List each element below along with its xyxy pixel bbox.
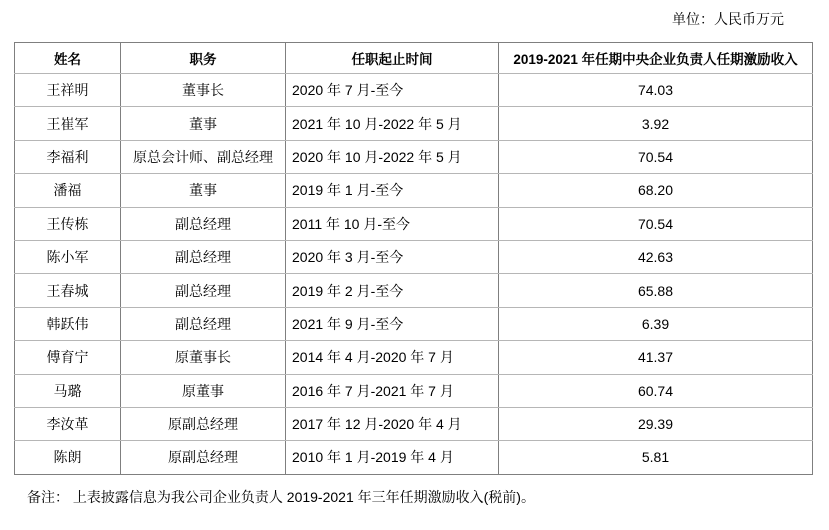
term-cell: 2014 年 4 月-2020 年 7 月 [286,341,499,374]
compensation-table [14,42,813,475]
name-cell: 潘福 [15,174,121,207]
position-cell: 副总经理 [121,207,286,240]
table-row [15,407,813,440]
income-cell: 42.63 [499,240,813,273]
term-cell: 2020 年 7 月-至今 [286,74,499,107]
income-cell: 3.92 [499,107,813,140]
name-cell: 王春城 [15,274,121,307]
income-cell: 41.37 [499,341,813,374]
term-cell: 2021 年 9 月-至今 [286,307,499,340]
name-cell: 傅育宁 [15,341,121,374]
position-cell: 董事长 [121,74,286,107]
table-header-row [15,43,813,74]
position-cell: 原副总经理 [121,441,286,474]
income-cell: 29.39 [499,407,813,440]
name-cell: 李汝革 [15,407,121,440]
income-cell: 70.54 [499,140,813,173]
name-cell: 王传栋 [15,207,121,240]
table-row [15,140,813,173]
name-cell: 陈朗 [15,441,121,474]
table-header-income: 2019-2021 年任期中央企业负责人任期激励收入 [499,43,813,74]
term-cell: 2016 年 7 月-2021 年 7 月 [286,374,499,407]
term-cell: 2010 年 1 月-2019 年 4 月 [286,441,499,474]
position-cell: 董事 [121,107,286,140]
term-cell: 2020 年 3 月-至今 [286,240,499,273]
table-header-name: 姓名 [15,43,121,74]
income-cell: 6.39 [499,307,813,340]
name-cell: 王祥明 [15,74,121,107]
name-cell: 马璐 [15,374,121,407]
table-row [15,207,813,240]
name-cell: 李福利 [15,140,121,173]
name-cell: 韩跃伟 [15,307,121,340]
name-cell: 陈小军 [15,240,121,273]
position-cell: 原董事 [121,374,286,407]
term-cell: 2021 年 10 月-2022 年 5 月 [286,107,499,140]
position-cell: 原副总经理 [121,407,286,440]
income-cell: 65.88 [499,274,813,307]
income-cell: 68.20 [499,174,813,207]
table-row [15,274,813,307]
term-cell: 2019 年 1 月-至今 [286,174,499,207]
table-row [15,74,813,107]
name-cell: 王崔军 [15,107,121,140]
income-cell: 5.81 [499,441,813,474]
term-cell: 2020 年 10 月-2022 年 5 月 [286,140,499,173]
table-header-term: 任职起止时间 [286,43,499,74]
income-cell: 74.03 [499,74,813,107]
table-row [15,374,813,407]
table-row [15,240,813,273]
position-cell: 副总经理 [121,274,286,307]
position-cell: 董事 [121,174,286,207]
unit-label: 单位：人民币万元 [672,11,784,27]
position-cell: 原总会计师、副总经理 [121,140,286,173]
income-cell: 70.54 [499,207,813,240]
term-cell: 2017 年 12 月-2020 年 4 月 [286,407,499,440]
table-row [15,341,813,374]
table-header-position: 职务 [121,43,286,74]
income-cell: 60.74 [499,374,813,407]
term-cell: 2019 年 2 月-至今 [286,274,499,307]
position-cell: 副总经理 [121,240,286,273]
table-row [15,307,813,340]
footnote: 备注： 上表披露信息为我公司企业负责人 2019-2021 年三年任期激励收入(税前)。 [27,489,535,505]
table-row [15,441,813,474]
position-cell: 原董事长 [121,341,286,374]
table-row [15,174,813,207]
position-cell: 副总经理 [121,307,286,340]
table-row [15,107,813,140]
term-cell: 2011 年 10 月-至今 [286,207,499,240]
